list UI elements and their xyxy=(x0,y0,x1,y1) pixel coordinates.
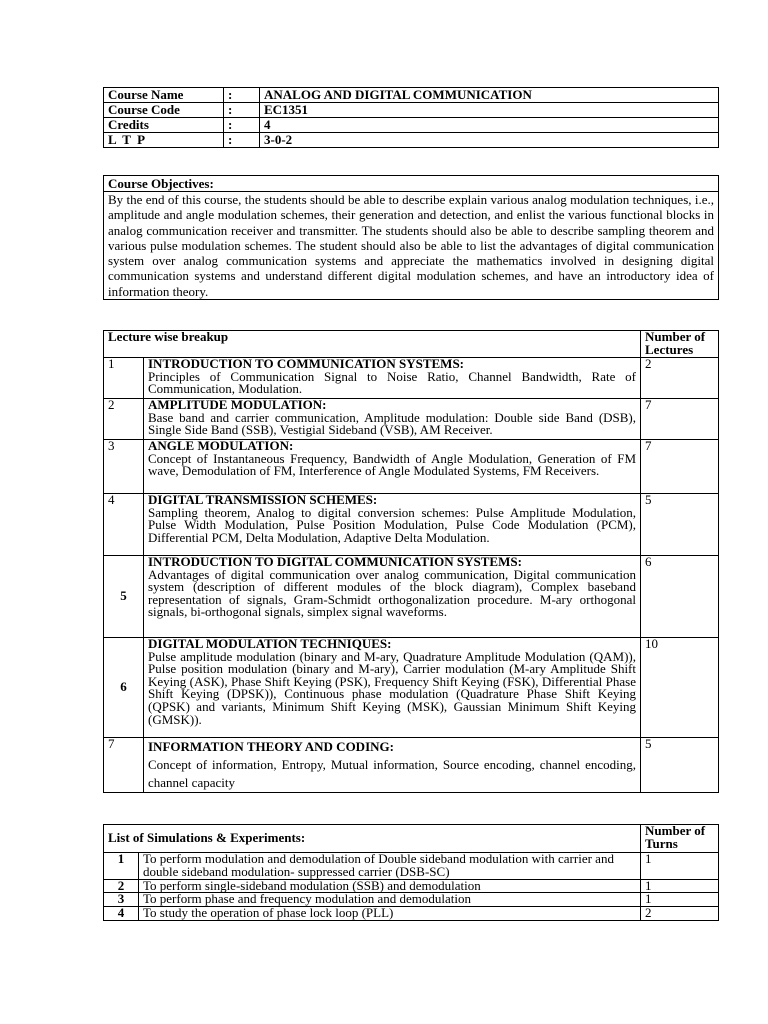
credits-row xyxy=(104,118,719,133)
unit-title: INFORMATION THEORY AND CODING: xyxy=(148,739,394,754)
lecture-count: 2 xyxy=(641,358,719,399)
ltp-row xyxy=(104,133,719,148)
unit-title: INTRODUCTION TO COMMUNICATION SYSTEMS: xyxy=(148,356,465,371)
course-name-row xyxy=(104,88,719,103)
separator: : xyxy=(224,103,260,118)
lecture-count: 6 xyxy=(641,556,719,638)
course-objectives-table xyxy=(103,175,719,300)
experiment-number: 2 xyxy=(104,879,139,893)
separator: : xyxy=(224,88,260,103)
course-name-label: Course Name xyxy=(104,88,224,103)
unit-number: 7 xyxy=(104,738,144,793)
unit-number: 6 xyxy=(104,638,144,738)
lecture-unit-row xyxy=(104,494,719,556)
objectives-heading: Course Objectives: xyxy=(104,176,719,192)
unit-number: 4 xyxy=(104,494,144,556)
experiment-row xyxy=(104,907,719,921)
experiment-text: To perform single-sideband modulation (SSB) and demodulation xyxy=(139,879,641,893)
lecture-unit-row xyxy=(104,738,719,793)
experiment-text: To perform phase and frequency modulation and demodulation xyxy=(139,893,641,907)
experiment-number: 3 xyxy=(104,893,139,907)
experiment-text: To perform modulation and demodulation of Double sideband modulation with carrier and double sideband modulation- suppressed carrier (DSB-SC) xyxy=(139,853,641,880)
unit-number: 5 xyxy=(104,556,144,638)
unit-content xyxy=(144,738,641,793)
course-code-value: EC1351 xyxy=(260,103,719,118)
experiment-text: To study the operation of phase lock loop (PLL) xyxy=(139,907,641,921)
experiments-table xyxy=(103,824,719,921)
lecture-header-left: Lecture wise breakup xyxy=(104,331,641,358)
experiments-header-row xyxy=(104,825,719,853)
unit-description: Pulse amplitude modulation (binary and M-ary, Quadrature Amplitude Modulation (QAM)), Pulse position modulation (binary and M-ary), Carrier modulation (M-ary Amplitude Shift Keying (ASK), Phase Shift Keying (PSK), Frequency Shift Keying (FSK), Differential Phase Shift Keying (DPSK)), Continuous phase modulation (Quadrature Phase Shift Keying (QPSK) and variants, Minimum Shift Keying (MSK), Gaussian Minimum Shift Keying (GMSK)). xyxy=(148,648,637,727)
experiment-number: 4 xyxy=(104,907,139,921)
course-code-label: Course Code xyxy=(104,103,224,118)
lecture-unit-row xyxy=(104,358,719,399)
unit-description: Base band and carrier communication, Amplitude modulation: Double side Band (DSB), Single Side Band (SSB), Vestigial Sideband (VSB), AM Receiver. xyxy=(148,409,637,438)
separator: : xyxy=(224,118,260,133)
lecture-count: 5 xyxy=(641,738,719,793)
unit-content xyxy=(144,440,641,494)
unit-description: Sampling theorem, Analog to digital conversion schemes: Pulse Amplitude Modulation, Pulse Width Modulation, Pulse Position Modulation, Pulse Code Modulation (PCM), Differential PCM, Delta Modulation, Adaptive Delta Modulation. xyxy=(148,504,637,545)
unit-description: Concept of Instantaneous Frequency, Bandwidth of Angle Modulation, Generation of FM wave, Demodulation of FM, Interference of Angle Modulated Systems, FM Receivers. xyxy=(148,450,637,479)
lecture-unit-row xyxy=(104,440,719,494)
course-info-table xyxy=(103,87,719,148)
credits-value: 4 xyxy=(260,118,719,133)
unit-content xyxy=(144,358,641,399)
unit-number: 1 xyxy=(104,358,144,399)
experiment-number: 1 xyxy=(104,853,139,880)
lecture-breakup-table xyxy=(103,330,719,793)
lecture-unit-row xyxy=(104,638,719,738)
lecture-header-row xyxy=(104,331,719,358)
experiments-header-left: List of Simulations & Experiments: xyxy=(104,825,641,853)
unit-number: 3 xyxy=(104,440,144,494)
unit-content xyxy=(144,494,641,556)
experiment-turns: 1 xyxy=(641,853,719,880)
credits-label: Credits xyxy=(104,118,224,133)
lecture-count: 10 xyxy=(641,638,719,738)
unit-title: INTRODUCTION TO DIGITAL COMMUNICATION SYSTEMS: xyxy=(148,554,522,569)
unit-content xyxy=(144,556,641,638)
unit-title: DIGITAL MODULATION TECHNIQUES: xyxy=(148,636,392,651)
experiment-turns: 2 xyxy=(641,907,719,921)
experiments-header-right: Number of Turns xyxy=(641,825,719,853)
unit-title: AMPLITUDE MODULATION: xyxy=(148,397,327,412)
separator: : xyxy=(224,133,260,148)
lecture-unit-row xyxy=(104,399,719,440)
unit-description: Principles of Communication Signal to Noise Ratio, Channel Bandwidth, Rate of Communication, Modulation. xyxy=(148,368,637,397)
course-code-row xyxy=(104,103,719,118)
unit-number: 2 xyxy=(104,399,144,440)
unit-content xyxy=(144,399,641,440)
unit-content xyxy=(144,638,641,738)
lecture-count: 7 xyxy=(641,440,719,494)
unit-title: ANGLE MODULATION: xyxy=(148,438,294,453)
objectives-text: By the end of this course, the students should be able to describe explain various analog modulation techniques, i.e., amplitude and angle modulation schemes, their generation and detection, and enlist the various functional blocks in analog communication receiver and transmitter. The students should also be able to describe sampling theorem and various pulse modulation schemes. The student should also be able to list the advantages of digital communication system over analog communication systems and appreciate the mathematics involved in designing digital communication systems and understand different digital modulation schemes, and have an introductory idea of information theory. xyxy=(104,192,719,300)
course-name-value: ANALOG AND DIGITAL COMMUNICATION xyxy=(260,88,719,103)
experiment-turns: 1 xyxy=(641,893,719,907)
lecture-header-right: Number of Lectures xyxy=(641,331,719,358)
unit-description: Advantages of digital communication over analog communication, Digital communication system (description of different modules of the block diagram), Complex baseband representation of signals, Gram-Schmidt orthogonalization procedure. M-ary orthogonal signals, bi-orthogonal signals, simplex signal waveforms. xyxy=(148,566,637,620)
lecture-unit-row xyxy=(104,556,719,638)
experiment-turns: 1 xyxy=(641,879,719,893)
unit-title: DIGITAL TRANSMISSION SCHEMES: xyxy=(148,492,378,507)
ltp-value: 3-0-2 xyxy=(260,133,719,148)
unit-description: Concept of information, Entropy, Mutual information, Source encoding, channel encoding, channel capacity xyxy=(148,757,637,790)
experiment-row xyxy=(104,853,719,880)
lecture-count: 7 xyxy=(641,399,719,440)
ltp-label: L T P xyxy=(104,133,224,148)
lecture-count: 5 xyxy=(641,494,719,556)
